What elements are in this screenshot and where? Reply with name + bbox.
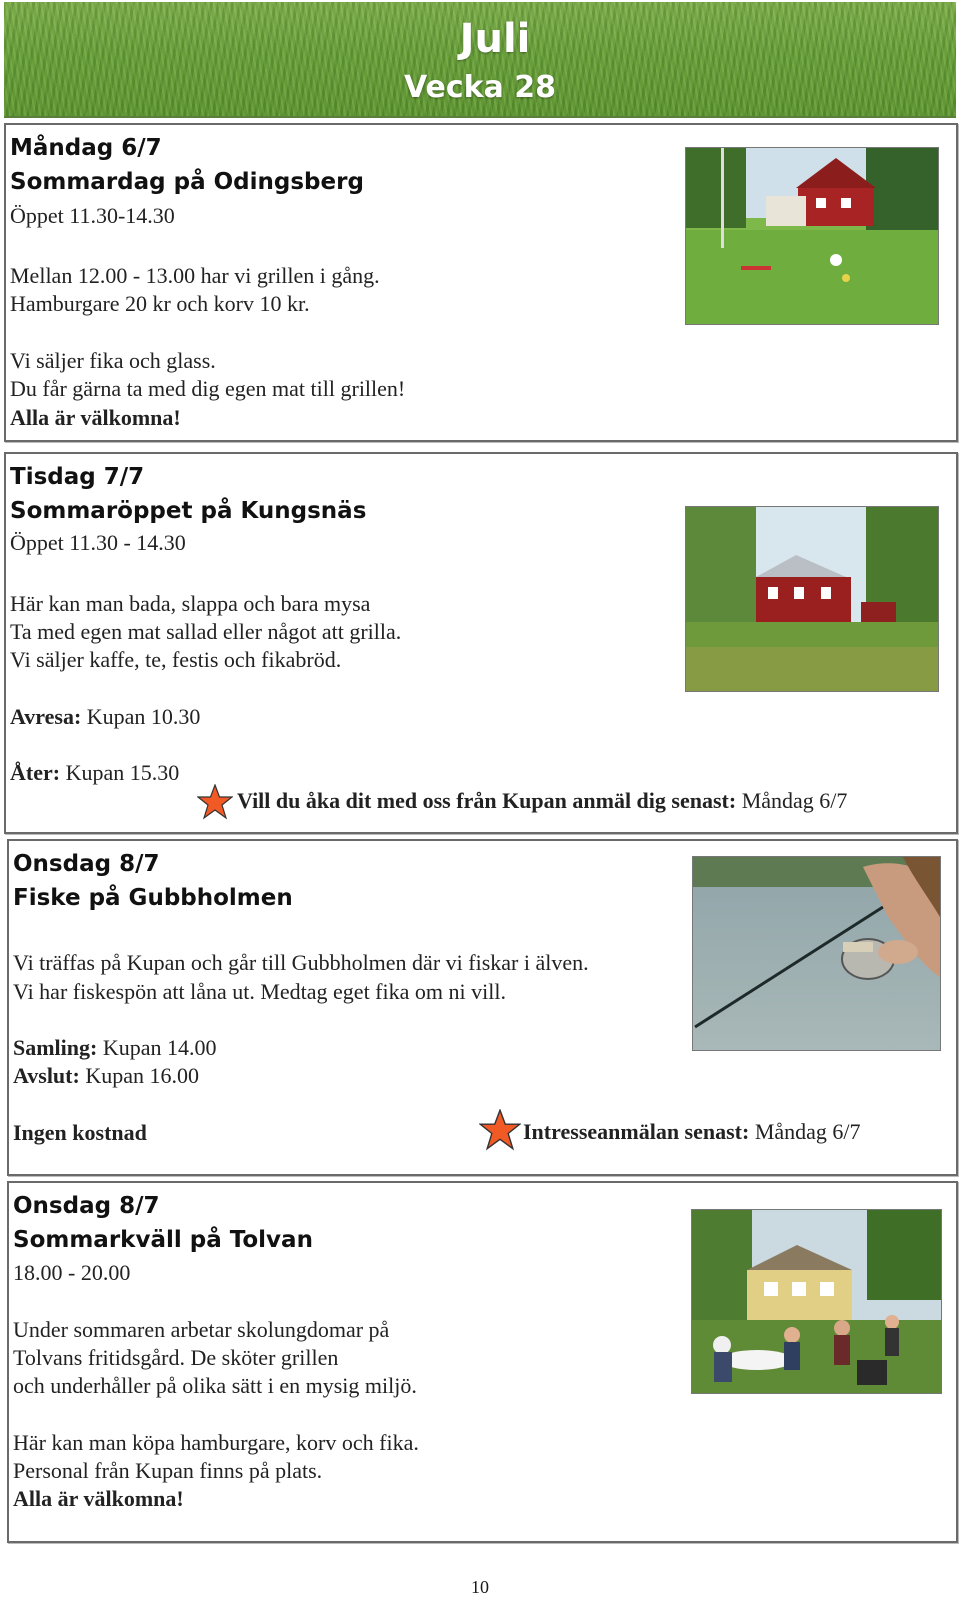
event-welcome: Alla är välkomna!: [10, 405, 181, 430]
event-open-hours: Öppet 11.30-14.30: [10, 203, 175, 228]
event-photo: [691, 1209, 942, 1394]
event-card-odingsberg: [4, 123, 958, 442]
event-line: Du får gärna ta med dig egen mat till grillen!: [10, 376, 406, 401]
event-day: Onsdag 8/7: [13, 851, 160, 877]
event-day: Onsdag 8/7: [13, 1193, 160, 1219]
event-return: Åter: Kupan 15.30: [10, 760, 180, 785]
event-signup: Intresseanmälan senast: Måndag 6/7: [523, 1119, 861, 1144]
event-line: Hamburgare 20 kr och korv 10 kr.: [10, 291, 310, 316]
event-line: Vi träffas på Kupan och går till Gubbholmen där vi fiskar i älven.: [13, 950, 589, 975]
star-icon: [197, 784, 233, 820]
event-line: Tolvans fritidsgård. De sköter grillen: [13, 1345, 339, 1370]
event-day: Måndag 6/7: [10, 135, 162, 161]
event-open-hours: Öppet 11.30 - 14.30: [10, 530, 186, 555]
event-card-kungsnas: [4, 452, 958, 834]
event-photo: [685, 147, 939, 325]
event-line: Personal från Kupan finns på plats.: [13, 1458, 323, 1483]
event-line: Vi säljer fika och glass.: [10, 348, 216, 373]
event-time: 18.00 - 20.00: [13, 1260, 131, 1285]
event-day: Tisdag 7/7: [10, 464, 145, 490]
event-line: Ta med egen mat sallad eller något att grilla.: [10, 619, 402, 644]
event-photo: [692, 856, 941, 1051]
event-title: Fiske på Gubbholmen: [13, 885, 293, 911]
event-line: och underhåller på olika sätt i en mysig miljö.: [13, 1373, 417, 1398]
event-line: Här kan man bada, slappa och bara mysa: [10, 591, 371, 616]
event-departure: Avresa: Kupan 10.30: [10, 704, 201, 729]
event-welcome: Alla är välkomna!: [13, 1486, 184, 1511]
event-line: Under sommaren arbetar skolungdomar på: [13, 1317, 390, 1342]
event-card-fishing: [7, 839, 958, 1176]
event-photo: [685, 506, 939, 692]
event-title: Sommarkväll på Tolvan: [13, 1227, 313, 1253]
month-title: Juli: [459, 16, 531, 62]
event-signup: Vill du åka dit med oss från Kupan anmäl dig senast: Måndag 6/7: [237, 788, 848, 813]
event-line: Vi har fiskespön att låna ut. Medtag eget fika om ni vill.: [13, 979, 506, 1004]
event-title: Sommaröppet på Kungsnäs: [10, 498, 367, 524]
page-number: 10: [471, 1577, 489, 1597]
event-end: Avslut: Kupan 16.00: [13, 1063, 199, 1088]
event-line: Här kan man köpa hamburgare, korv och fika.: [13, 1430, 419, 1455]
event-cost: Ingen kostnad: [13, 1120, 147, 1145]
event-line: Mellan 12.00 - 13.00 har vi grillen i gång.: [10, 263, 380, 288]
star-icon: [479, 1109, 521, 1151]
event-gathering: Samling: Kupan 14.00: [13, 1035, 217, 1060]
week-title: Vecka 28: [403, 70, 557, 105]
event-line: Vi säljer kaffe, te, festis och fikabröd.: [10, 647, 342, 672]
event-title: Sommardag på Odingsberg: [10, 169, 364, 195]
header-banner: [4, 2, 956, 118]
event-card-tolvan: [7, 1181, 958, 1543]
